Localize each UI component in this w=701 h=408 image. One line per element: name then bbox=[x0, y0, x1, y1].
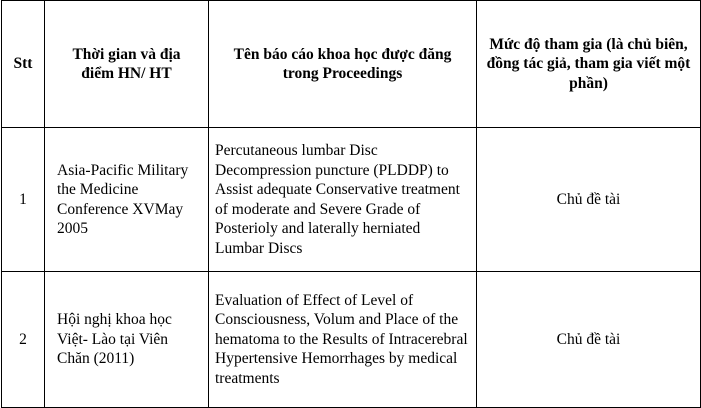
header-stt bbox=[2, 1, 45, 128]
publications-table bbox=[1, 0, 701, 408]
row-stt: 2 bbox=[19, 330, 27, 348]
table-row bbox=[2, 272, 701, 408]
row-report-title-cell bbox=[209, 272, 477, 408]
row-participation-cell bbox=[477, 272, 701, 408]
row-time-place: Hội nghị khoa học Việt- Lào tại Viên Chăn (2011) bbox=[57, 311, 172, 368]
row-time-place-cell bbox=[45, 128, 209, 272]
header-time-place-label: Thời gian và địa điểm HN/ HT bbox=[72, 45, 181, 82]
header-participation bbox=[477, 1, 701, 128]
row-participation-cell bbox=[477, 128, 701, 272]
row-stt: 1 bbox=[19, 190, 27, 208]
row-stt-cell bbox=[2, 272, 45, 408]
row-participation: Chủ đề tài bbox=[556, 330, 621, 348]
row-participation: Chủ đề tài bbox=[556, 190, 621, 208]
row-stt-cell bbox=[2, 128, 45, 272]
row-time-place: Asia-Pacific Military the Medicine Conference XVMay 2005 bbox=[57, 161, 189, 237]
header-participation-label: Mức độ tham gia (là chủ biên, đồng tác giả, tham gia viết một phần) bbox=[486, 35, 691, 92]
header-report-title bbox=[209, 1, 477, 128]
row-time-place-cell bbox=[45, 272, 209, 408]
header-time-place bbox=[45, 1, 209, 128]
header-row bbox=[2, 1, 701, 128]
row-report-title-cell bbox=[209, 128, 477, 272]
row-report-title: Percutaneous lumbar Disc Decompression puncture (PLDDP) to Assist adequate Conservative treatment of moderate and Severe Grade of Posterioly and laterally herniated Lumbar Discs bbox=[215, 142, 460, 257]
header-stt-label: Stt bbox=[13, 55, 33, 73]
header-report-title-label: Tên báo cáo khoa học được đăng trong Proceedings bbox=[233, 45, 452, 82]
table-row bbox=[2, 128, 701, 272]
row-report-title: Evaluation of Effect of Level of Consciousness, Volum and Place of the hematoma to the Results of Intracerebral Hypertensive Hemorrhages by medical treatments bbox=[215, 291, 468, 387]
